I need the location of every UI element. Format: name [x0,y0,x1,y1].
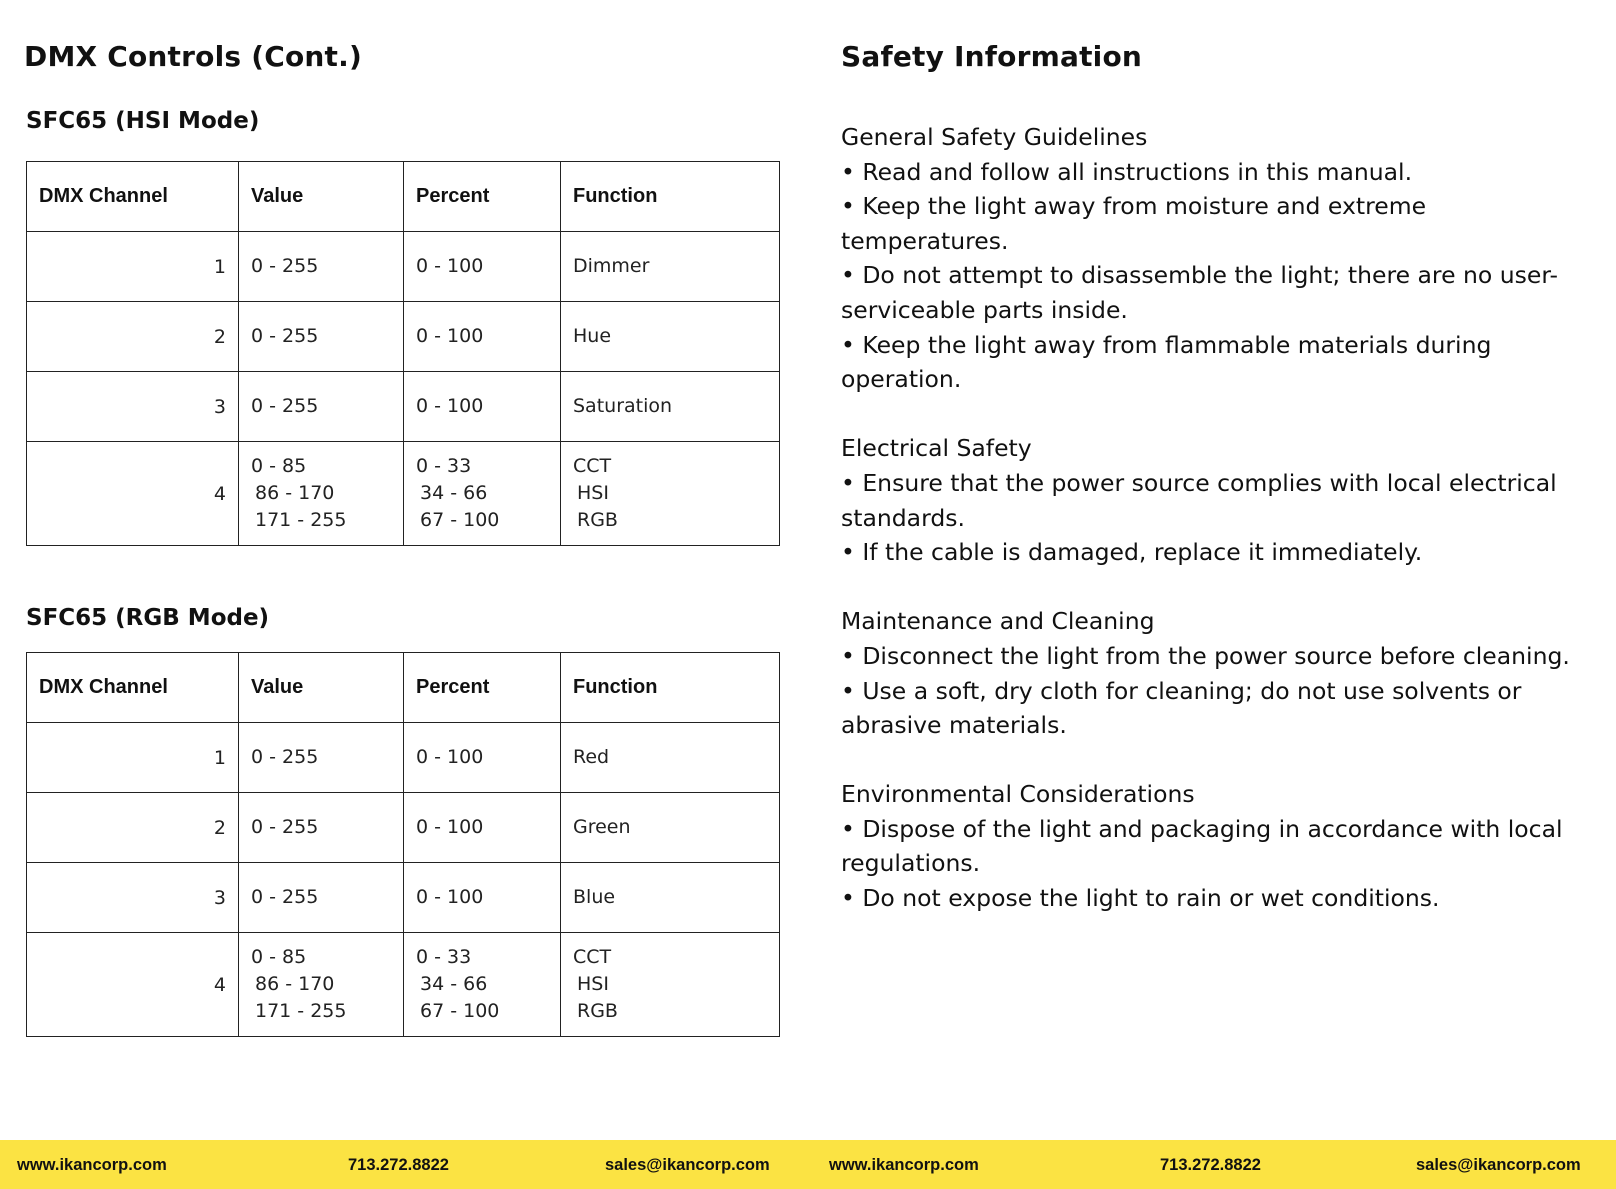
value-cell [239,933,404,1037]
dmx-channel-cell: 3 [27,863,239,933]
safety-bullet-item: • Ensure that the power source complies with local electrical standards. [841,468,1557,532]
function-cell [561,232,780,302]
dmx-table-hsi [26,161,780,546]
column-header: Function [561,162,780,232]
percent-lines [416,744,548,771]
safety-group [841,431,1581,569]
function-lines [573,453,767,534]
safety-group-heading: Maintenance and Cleaning [841,607,1155,636]
safety-group-heading: Electrical Safety [841,434,1032,463]
percent-text: 34 - 66 [420,973,488,995]
table-row [27,442,780,546]
value-text: 0 - 255 [251,746,319,768]
column-header: Value [239,653,404,723]
dmx-channel-cell: 2 [27,302,239,372]
column-header: Percent [404,162,561,232]
safety-group [841,604,1581,742]
table-row [27,723,780,793]
percent-cell [404,933,561,1037]
function-cell [561,372,780,442]
function-cell [561,933,780,1037]
table-row [27,793,780,863]
percent-text: 0 - 100 [416,255,484,277]
safety-bullet-item: • Use a soft, dry cloth for cleaning; do not use solvents or abrasive materials. [841,676,1522,740]
footer-website-link[interactable]: www.ikancorp.com [17,1156,167,1174]
dmx-channel-cell: 3 [27,372,239,442]
column-header: Percent [404,653,561,723]
function-lines [573,744,767,771]
value-cell [239,723,404,793]
dmx-table-rgb [26,652,780,1037]
value-cell [239,863,404,933]
value-text: 0 - 255 [251,816,319,838]
safety-bullet-item: • Do not expose the light to rain or wet conditions. [841,884,1440,913]
page-title-safety-information: Safety Information [841,40,1143,73]
function-text: Saturation [573,395,673,417]
percent-text: 0 - 100 [416,886,484,908]
function-cell [561,302,780,372]
function-cell [561,723,780,793]
function-lines [573,814,767,841]
function-text: RGB [577,1000,618,1022]
dmx-channel-cell: 2 [27,793,239,863]
percent-cell [404,372,561,442]
value-text: 86 - 170 [255,482,335,504]
section-title-rgb-mode: SFC65 (RGB Mode) [26,605,270,631]
dmx-channel-cell: 4 [27,442,239,546]
percent-cell [404,302,561,372]
percent-cell [404,232,561,302]
function-cell [561,863,780,933]
function-text: Blue [573,886,616,908]
section-title-hsi-mode: SFC65 (HSI Mode) [26,108,260,134]
value-cell [239,232,404,302]
function-lines [573,393,767,420]
value-lines [251,453,391,534]
percent-cell [404,442,561,546]
value-cell [239,302,404,372]
table-header-row [27,653,780,723]
function-text: RGB [577,509,618,531]
percent-text: 0 - 100 [416,395,484,417]
function-text: Red [573,746,610,768]
function-text: CCT [573,455,612,477]
dmx-channel-cell: 4 [27,933,239,1037]
safety-bullet-item: • Do not attempt to disassemble the light; there are no user-serviceable parts inside. [841,261,1558,324]
percent-lines [416,944,548,1025]
footer-phone[interactable]: 713.272.8822 [1160,1156,1261,1174]
safety-group-heading: Environmental Considerations [841,780,1195,809]
table-row [27,933,780,1037]
percent-text: 34 - 66 [420,482,488,504]
percent-cell [404,723,561,793]
safety-group [841,777,1581,915]
value-text: 171 - 255 [255,509,347,531]
value-lines [251,253,391,280]
value-text: 0 - 255 [251,255,319,277]
column-header: Function [561,653,780,723]
percent-text: 67 - 100 [420,509,500,531]
percent-lines [416,253,548,280]
table-header-row [27,162,780,232]
table-row [27,863,780,933]
value-text: 171 - 255 [255,1000,347,1022]
value-text: 0 - 255 [251,395,319,417]
function-text: Green [573,816,631,838]
value-lines [251,944,391,1025]
value-lines [251,814,391,841]
percent-text: 0 - 33 [416,455,472,477]
value-lines [251,744,391,771]
value-cell [239,442,404,546]
column-header: DMX Channel [27,653,239,723]
function-text: HSI [577,482,609,504]
function-text: Dimmer [573,255,650,277]
dmx-channel-cell: 1 [27,723,239,793]
value-text: 0 - 85 [251,946,307,968]
value-cell [239,372,404,442]
safety-group [841,120,1581,397]
function-lines [573,944,767,1025]
safety-bullet-item: • Disconnect the light from the power source before cleaning. [841,641,1570,670]
value-text: 0 - 85 [251,455,307,477]
value-text: 0 - 255 [251,886,319,908]
safety-group-heading: General Safety Guidelines [841,123,1148,151]
column-header: DMX Channel [27,162,239,232]
value-lines [251,323,391,350]
percent-cell [404,863,561,933]
percent-text: 0 - 100 [416,816,484,838]
percent-lines [416,453,548,534]
table-row [27,302,780,372]
footer-email-link[interactable]: sales@ikancorp.com [1416,1156,1581,1174]
percent-lines [416,323,548,350]
safety-bullet-item: • Dispose of the light and packaging in accordance with local regulations. [841,814,1563,878]
footer-website-link[interactable]: www.ikancorp.com [829,1156,979,1174]
table-row [27,232,780,302]
value-lines [251,884,391,911]
footer-email-link[interactable]: sales@ikancorp.com [605,1156,770,1174]
percent-lines [416,814,548,841]
percent-text: 67 - 100 [420,1000,500,1022]
safety-bullet-item: • If the cable is damaged, replace it immediately. [841,538,1423,567]
value-text: 86 - 170 [255,973,335,995]
percent-lines [416,884,548,911]
safety-bullet-item: • Keep the light away from flammable materials during operation. [841,330,1492,394]
safety-information-body [841,120,1581,950]
function-lines [573,884,767,911]
column-header: Value [239,162,404,232]
function-cell [561,442,780,546]
dmx-channel-cell: 1 [27,232,239,302]
footer-contact-bar [0,1140,1616,1189]
function-text: Hue [573,325,612,347]
page-title-dmx-controls: DMX Controls (Cont.) [24,40,362,73]
function-text: HSI [577,973,609,995]
safety-bullet-item: • Read and follow all instructions in this manual. [841,157,1413,186]
function-lines [573,323,767,350]
value-cell [239,793,404,863]
percent-text: 0 - 100 [416,746,484,768]
percent-lines [416,393,548,420]
percent-cell [404,793,561,863]
footer-phone[interactable]: 713.272.8822 [348,1156,449,1174]
safety-bullet-item: • Keep the light away from moisture and extreme temperatures. [841,192,1427,255]
percent-text: 0 - 100 [416,325,484,347]
value-text: 0 - 255 [251,325,319,347]
function-cell [561,793,780,863]
value-lines [251,393,391,420]
function-lines [573,253,767,280]
table-row [27,372,780,442]
function-text: CCT [573,946,612,968]
percent-text: 0 - 33 [416,946,472,968]
